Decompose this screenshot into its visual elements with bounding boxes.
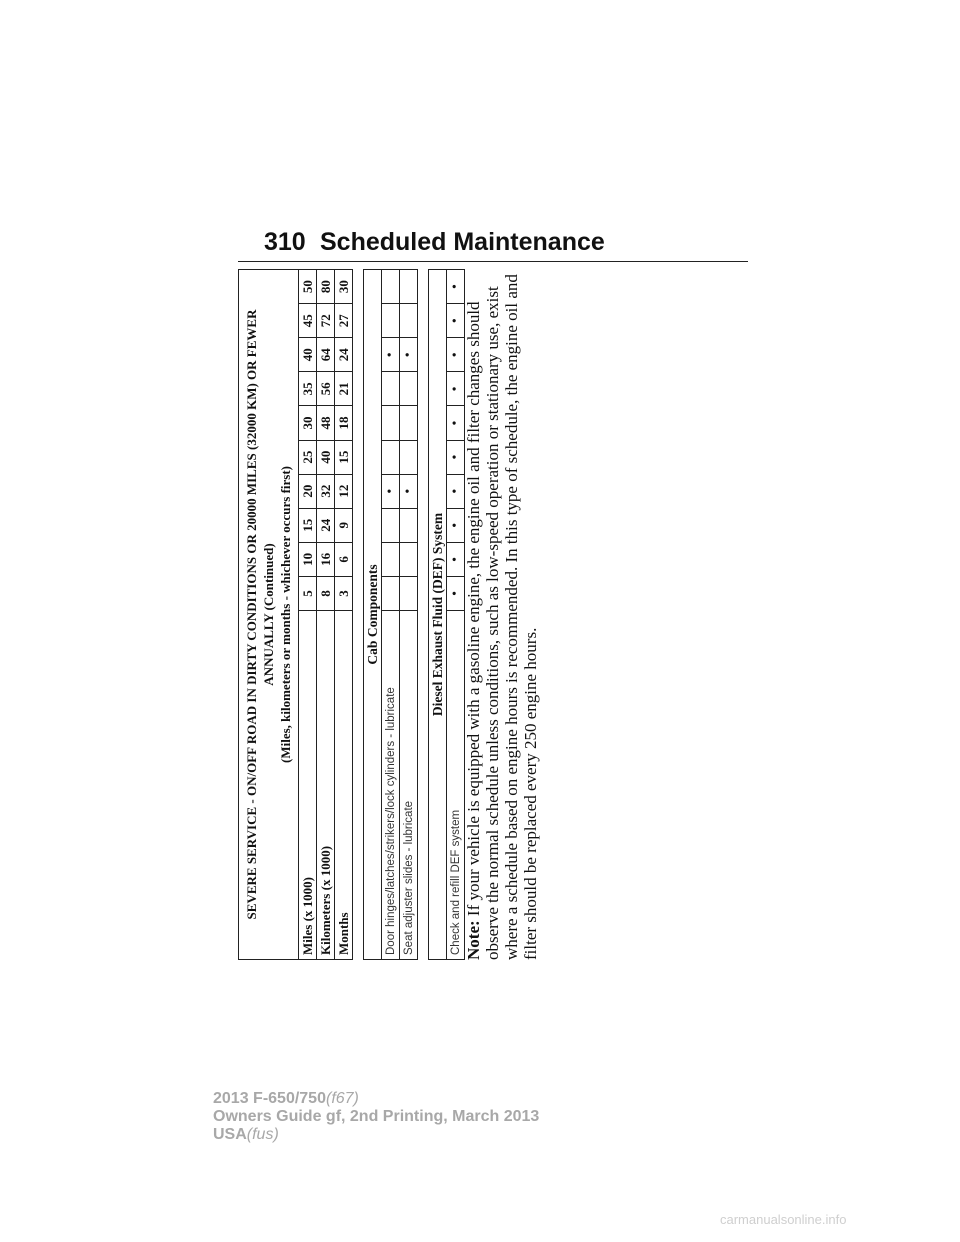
interval-value: 50 [299, 269, 317, 303]
interval-value: 9 [335, 508, 353, 542]
interval-row [317, 269, 335, 959]
interval-value: 24 [317, 508, 335, 542]
watermark-text: carmanualsonline.info [720, 1212, 847, 1227]
interval-value: 45 [299, 304, 317, 338]
service-mark: • [400, 474, 418, 508]
interval-value: 20 [299, 474, 317, 508]
maintenance-item-label: Check and refill DEF system [447, 611, 465, 960]
footer-model: 2013 F-650/750 [213, 1090, 326, 1107]
interval-value: 25 [299, 440, 317, 474]
table-title-main: SEVERE SERVICE - ON/OFF ROAD IN DIRTY CONDITIONS OR 20000 MILES (32000 KM) OR FEWER ANNUALLY (Continued) [244, 309, 276, 920]
interval-value: 56 [317, 372, 335, 406]
footer-model-code: (f67) [325, 1090, 359, 1107]
service-mark [382, 508, 400, 542]
service-mark [382, 542, 400, 576]
service-mark [400, 304, 418, 338]
interval-value: 5 [299, 576, 317, 610]
table-title-row [239, 269, 299, 959]
service-mark: • [382, 338, 400, 372]
service-mark [382, 440, 400, 474]
interval-row-label: Months [335, 611, 353, 960]
interval-row [299, 269, 317, 959]
interval-value: 72 [317, 304, 335, 338]
interval-value: 15 [299, 508, 317, 542]
interval-row [335, 269, 353, 959]
service-mark: • [447, 372, 465, 406]
interval-value: 40 [299, 338, 317, 372]
table-title-sub: (Miles, kilometers or months - whichever occurs first) [278, 465, 293, 763]
interval-value: 32 [317, 474, 335, 508]
interval-value: 40 [317, 440, 335, 474]
service-mark [400, 269, 418, 303]
service-mark: • [447, 269, 465, 303]
spacer-cell [418, 269, 429, 959]
interval-value: 8 [317, 576, 335, 610]
maintenance-item-row [447, 269, 465, 959]
footer-market: USA [213, 1126, 247, 1143]
interval-value: 30 [335, 269, 353, 303]
rotated-content [238, 270, 546, 960]
interval-value: 30 [299, 406, 317, 440]
maintenance-item-label: Door hinges/latches/strikers/lock cylinders - lubricate [382, 611, 400, 960]
note-label: Note: [464, 920, 483, 960]
document-footer [213, 1090, 539, 1144]
service-mark [382, 372, 400, 406]
spacer-cell [353, 269, 364, 959]
interval-value: 21 [335, 372, 353, 406]
service-mark: • [447, 542, 465, 576]
footer-edition: Owners Guide gf, 2nd Printing, March 2013 [213, 1108, 540, 1125]
interval-value: 80 [317, 269, 335, 303]
maintenance-table [238, 269, 465, 960]
section-header-row [429, 269, 447, 959]
service-mark: • [447, 338, 465, 372]
page-number: 310 [264, 228, 306, 256]
section-spacer [353, 269, 364, 959]
interval-value: 16 [317, 542, 335, 576]
interval-value: 27 [335, 304, 353, 338]
section-header: Cab Components [364, 269, 382, 959]
interval-value: 12 [335, 474, 353, 508]
interval-value: 6 [335, 542, 353, 576]
note-text: If your vehicle is equipped with a gasoline engine, the engine oil and filter changes should observe the normal schedule unless conditions, such as low-speed operation or stationary use, exist where a schedule based on engine hours is recommended. In this type of schedule, the engine oil and filter should be replaced every 250 engine hours. [464, 274, 540, 960]
interval-value: 3 [335, 576, 353, 610]
interval-value: 64 [317, 338, 335, 372]
maintenance-item-row [400, 269, 418, 959]
service-mark [400, 508, 418, 542]
maintenance-item-row [382, 269, 400, 959]
maintenance-item-label: Seat adjuster slides - lubricate [400, 611, 418, 960]
interval-row-label: Kilometers (x 1000) [317, 611, 335, 960]
service-mark [382, 304, 400, 338]
interval-value: 15 [335, 440, 353, 474]
interval-value: 35 [299, 372, 317, 406]
service-mark [382, 576, 400, 610]
interval-value: 24 [335, 338, 353, 372]
section-header-row [364, 269, 382, 959]
service-mark: • [447, 508, 465, 542]
interval-value: 18 [335, 406, 353, 440]
service-mark: • [400, 338, 418, 372]
section-spacer [418, 269, 429, 959]
interval-value: 10 [299, 542, 317, 576]
service-mark: • [447, 576, 465, 610]
table-title [239, 269, 299, 959]
service-mark: • [447, 406, 465, 440]
service-mark [400, 440, 418, 474]
service-mark [400, 542, 418, 576]
service-mark: • [447, 440, 465, 474]
service-mark: • [447, 304, 465, 338]
service-mark: • [447, 474, 465, 508]
service-mark: • [382, 474, 400, 508]
service-mark [382, 406, 400, 440]
section-header: Diesel Exhaust Fluid (DEF) System [429, 269, 447, 959]
footer-market-code: (fus) [246, 1126, 279, 1143]
service-mark [382, 269, 400, 303]
interval-row-label: Miles (x 1000) [299, 611, 317, 960]
interval-value: 48 [317, 406, 335, 440]
service-mark [400, 406, 418, 440]
section-title: Scheduled Maintenance [320, 228, 605, 256]
service-mark [400, 372, 418, 406]
note-paragraph [464, 270, 540, 960]
header-divider [238, 261, 748, 262]
service-mark [400, 576, 418, 610]
